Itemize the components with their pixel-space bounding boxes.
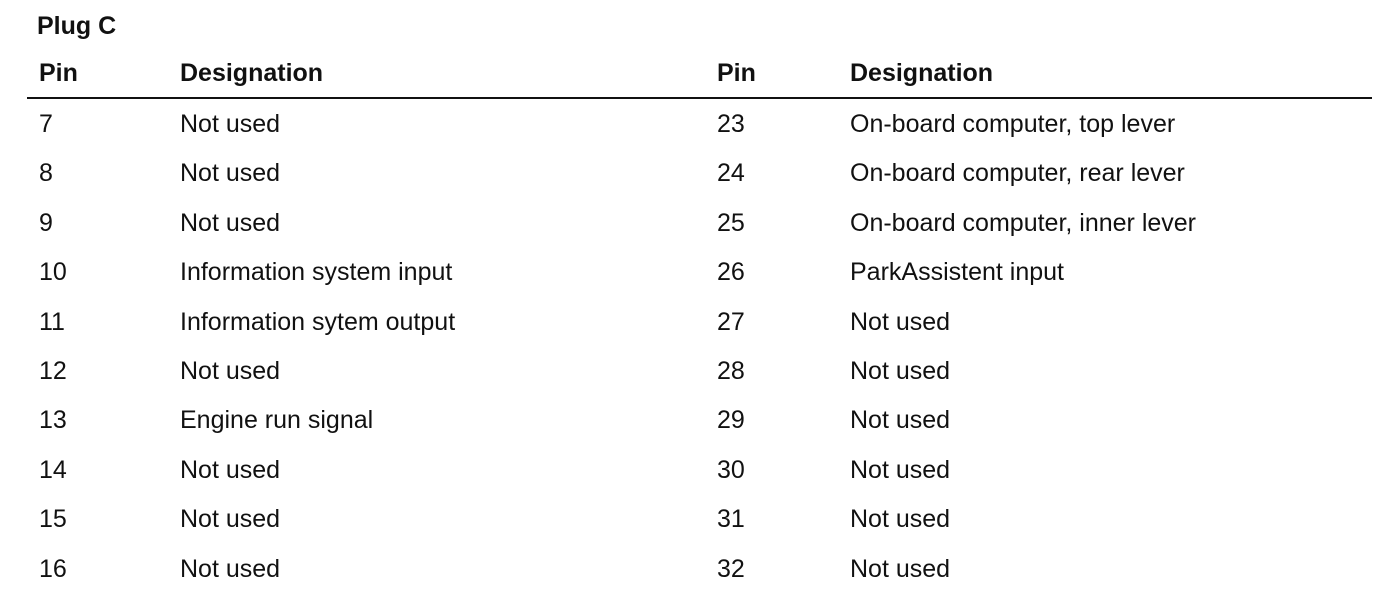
designation-left-cell: Not used bbox=[180, 208, 281, 237]
pin-right-cell: 32 bbox=[717, 554, 745, 583]
designation-right-cell: On-board computer, inner lever bbox=[850, 208, 1197, 237]
pin-right-cell: 24 bbox=[717, 159, 745, 188]
designation-left-cell: Not used bbox=[180, 110, 281, 138]
designation-left-cell: Not used bbox=[180, 159, 281, 188]
designation-left-cell: Not used bbox=[180, 356, 281, 385]
pin-left-cell: 16 bbox=[39, 554, 67, 583]
pin-right-cell: 31 bbox=[717, 505, 745, 534]
pin-left-cell: 7 bbox=[39, 110, 53, 138]
pin-left-cell: 12 bbox=[39, 356, 67, 385]
designation-right-cell: ParkAssistent input bbox=[850, 258, 1064, 287]
pin-right-cell: 23 bbox=[717, 110, 745, 138]
table-row bbox=[0, 252, 1392, 301]
pin-right-cell: 29 bbox=[717, 406, 745, 435]
designation-left-cell: Not used bbox=[180, 505, 281, 534]
pin-left-cell: 11 bbox=[39, 307, 65, 336]
designation-left-cell: Engine run signal bbox=[180, 406, 374, 435]
table-row bbox=[0, 499, 1392, 548]
table-row bbox=[0, 351, 1392, 400]
designation-right-cell: Not used bbox=[850, 406, 951, 435]
table-row bbox=[0, 450, 1392, 499]
pin-left-cell: 15 bbox=[39, 505, 67, 534]
pin-left-cell: 10 bbox=[39, 258, 67, 287]
table-row bbox=[0, 302, 1392, 351]
designation-right-cell: On-board computer, rear lever bbox=[850, 159, 1185, 188]
header-designation-left: Designation bbox=[180, 59, 324, 87]
table-row bbox=[0, 153, 1392, 202]
designation-left-cell: Information sytem output bbox=[180, 307, 456, 336]
pin-right-cell: 28 bbox=[717, 356, 745, 385]
table-row bbox=[0, 549, 1392, 598]
pin-left-cell: 8 bbox=[39, 159, 53, 188]
table-row bbox=[0, 400, 1392, 449]
designation-right-cell: Not used bbox=[850, 554, 951, 583]
pin-left-cell: 9 bbox=[39, 208, 53, 237]
designation-left-cell: Information system input bbox=[180, 258, 453, 287]
designation-right-cell: Not used bbox=[850, 356, 951, 385]
header-pin-right: Pin bbox=[717, 59, 756, 87]
header-pin-left: Pin bbox=[39, 59, 78, 87]
table-body bbox=[0, 104, 1392, 598]
pin-left-cell: 14 bbox=[39, 455, 67, 484]
designation-left-cell: Not used bbox=[180, 455, 281, 484]
designation-right-cell: Not used bbox=[850, 307, 951, 336]
table-title: Plug C bbox=[37, 12, 117, 40]
designation-left-cell: Not used bbox=[180, 554, 281, 583]
designation-right-cell: Not used bbox=[850, 505, 951, 534]
pin-right-cell: 25 bbox=[717, 208, 745, 237]
header-divider bbox=[27, 97, 1372, 99]
table-row bbox=[0, 203, 1392, 252]
pin-right-cell: 26 bbox=[717, 258, 745, 287]
pin-left-cell: 13 bbox=[39, 406, 67, 435]
header-designation-right: Designation bbox=[850, 59, 994, 87]
table-row bbox=[0, 104, 1392, 153]
pin-right-cell: 27 bbox=[717, 307, 745, 336]
designation-right-cell: On-board computer, top lever bbox=[850, 110, 1176, 138]
designation-right-cell: Not used bbox=[850, 455, 951, 484]
pin-right-cell: 30 bbox=[717, 455, 745, 484]
